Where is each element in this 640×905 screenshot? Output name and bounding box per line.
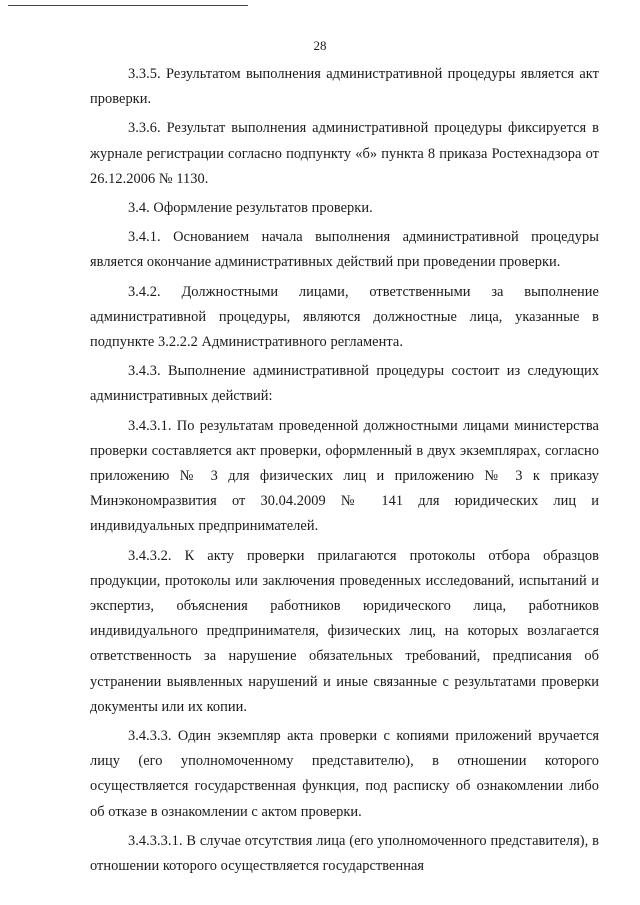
paragraph-3-4-3-3: 3.4.3.3. Один экземпляр акта проверки с копиями приложений вручается лицу (его уполномоченному представителю), в отношении которого осуществляется государственная функция, под расписку об ознакомлении либо об отказе в ознакомлении с актом проверки. [90, 728, 599, 820]
paragraph-3-4-3-1: 3.4.3.1. По результатам проведенной должностными лицами министерства проверки составляется акт проверки, оформленный в двух экземплярах, согласно приложению № 3 для физических лиц и приложению № 3 к приказу Минэкономразвития от 30.04.2009 № 141 для юридических лиц и индивидуальных предпринимателей. [90, 417, 599, 535]
paragraph-3-4-3-3-1: 3.4.3.3.1. В случае отсутствия лица (его уполномоченного представителя), в отношении которого осуществляется государственная [90, 832, 599, 875]
top-rule-line [8, 5, 248, 6]
paragraph-3-4-1: 3.4.1. Основанием начала выполнения административной процедуры является окончание административных действий при проведении проверки. [90, 229, 599, 271]
paragraph-3-4: 3.4. Оформление результатов проверки. [128, 200, 373, 217]
paragraph-3-4-3: 3.4.3. Выполнение административной процедуры состоит из следующих административных действий: [90, 363, 599, 405]
paragraph-3-3-5: 3.3.5. Результатом выполнения административной процедуры является акт проверки. [90, 66, 599, 108]
document-body [90, 62, 599, 883]
page-number: 28 [313, 38, 327, 53]
paragraph-3-4-2: 3.4.2. Должностными лицами, ответственными за выполнение административной процедуры, являются должностные лица, указанные в подпункте 3.2.2.2 Административного регламента. [90, 283, 599, 351]
paragraph-3-3-6: 3.3.6. Результат выполнения административной процедуры фиксируется в журнале регистрации согласно подпункту «б» пункта 8 приказа Ростехнадзора от 26.12.2006 № 1130. [90, 120, 599, 187]
paragraph-3-4-3-2: 3.4.3.2. К акту проверки прилагаются протоколы отбора образцов продукции, протоколы или заключения проведенных исследований, испытаний и экспертиз, объяснения работников юридического лица, работников индивидуального предпринимателя, физических лиц, на которых возлагается ответственность за нарушение обязательных требований, предписания об устранении выявленных нарушений и иные связанные с результатами проверки документы или их копии. [90, 547, 599, 715]
